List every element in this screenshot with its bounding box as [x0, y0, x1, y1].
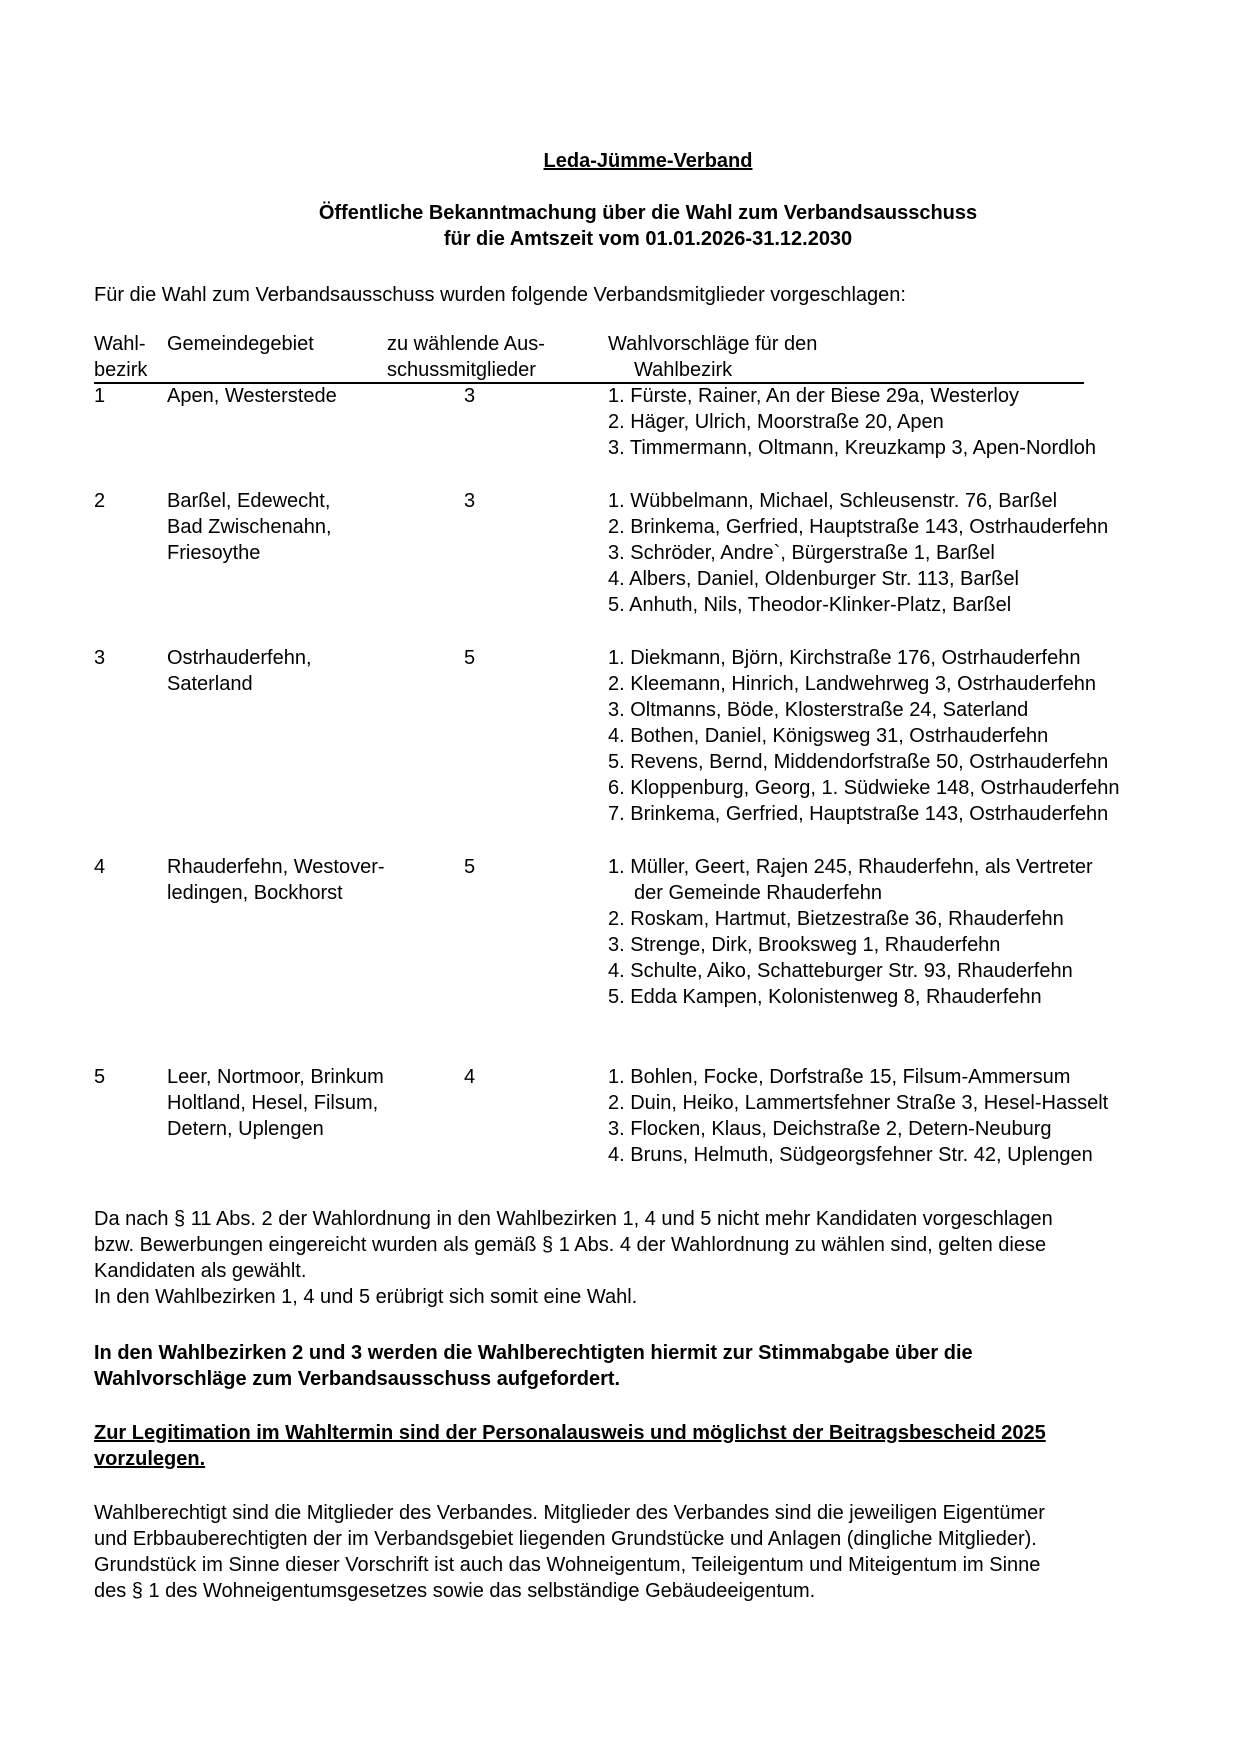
- proposal-item: 6. Kloppenburg, Georg, 1. Südwieke 148, Ostrhauderfehn: [608, 777, 1120, 799]
- seats-cell: 3: [464, 490, 476, 512]
- proposal-item: 1. Diekmann, Björn, Kirchstraße 176, Ostrhauderfehn: [608, 647, 1081, 669]
- proposal-item: 4. Bruns, Helmuth, Südgeorgsfehner Str. 42, Uplengen: [608, 1144, 1093, 1166]
- proposals-cell: [608, 383, 1096, 461]
- candidates-table: [94, 331, 1120, 1166]
- header-district: Wahl- bezirk: [94, 333, 148, 381]
- proposal-item: 4. Schulte, Aiko, Schatteburger Str. 93, Rhauderfehn: [608, 960, 1073, 982]
- intro-text: Für die Wahl zum Verbandsausschuss wurden folgende Verbandsmitglieder vorgeschlagen:: [94, 284, 906, 306]
- proposal-item: 3. Timmermann, Oltmann, Kreuzkamp 3, Apen-Nordloh: [608, 437, 1096, 459]
- proposal-item: 5. Anhuth, Nils, Theodor-Klinker-Platz, Barßel: [608, 594, 1012, 616]
- proposals-cell: [608, 645, 1119, 827]
- proposal-item: 1. Bohlen, Focke, Dorfstraße 15, Filsum-Ammersum: [608, 1066, 1071, 1088]
- proposal-item: 4. Bothen, Daniel, Königsweg 31, Ostrhauderfehn: [608, 725, 1049, 747]
- proposals-cell: [608, 854, 1093, 1010]
- header-area: Gemeindegebiet: [167, 333, 314, 355]
- proposals-cell: [608, 1064, 1108, 1168]
- proposals-cell: [608, 488, 1108, 618]
- seats-cell: 3: [464, 385, 476, 407]
- identification-notice: Zur Legitimation im Wahltermin sind der Personalausweis und möglichst der Beitragsbescheid 2025 vorzulegen.: [94, 1422, 1046, 1470]
- eligibility-paragraph: Wahlberechtigt sind die Mitglieder des Verbandes. Mitglieder des Verbandes sind die jeweiligen Eigentümer und Erbbauberechtigten der im Verbandsgebiet liegenden Grundstücke und Anlagen (dingliche Mitglieder). Grundstück im Sinne dieser Vorschrift ist auch das Wohneigentum, Teileigentum und Miteigentum im Sinne des § 1 des Wohneigentumsgesetzes sowie das selbständige Gebäudeeigentum.: [94, 1502, 1045, 1602]
- district-number: 3: [94, 647, 106, 669]
- district-number: 5: [94, 1066, 106, 1088]
- seats-cell: 5: [464, 856, 476, 878]
- title-line-2: für die Amtszeit vom 01.01.2026-31.12.2030: [443, 228, 853, 250]
- district-number: 4: [94, 856, 106, 878]
- area-cell: Leer, Nortmoor, Brinkum Holtland, Hesel, Filsum, Detern, Uplengen: [167, 1066, 384, 1140]
- proposal-item: 3. Flocken, Klaus, Deichstraße 2, Detern-Neuburg: [608, 1118, 1052, 1140]
- proposal-item: 1. Fürste, Rainer, An der Biese 29a, Westerloy: [608, 385, 1019, 407]
- proposal-item: 1. Wübbelmann, Michael, Schleusenstr. 76, Barßel: [608, 490, 1058, 512]
- proposal-item: 2. Häger, Ulrich, Moorstraße 20, Apen: [608, 411, 944, 433]
- seats-cell: 4: [464, 1066, 476, 1088]
- header-seats: zu wählende Aus- schussmitglieder: [387, 333, 545, 381]
- proposal-item: 5. Revens, Bernd, Middendorfstraße 50, Ostrhauderfehn: [608, 751, 1109, 773]
- proposal-item: 5. Edda Kampen, Kolonistenweg 8, Rhauderfehn: [608, 986, 1042, 1008]
- proposal-item: 2. Kleemann, Hinrich, Landwehrweg 3, Ostrhauderfehn: [608, 673, 1097, 695]
- title-line-1: Öffentliche Bekanntmachung über die Wahl zum Verbandsausschuss: [318, 202, 978, 224]
- call-to-vote-paragraph: In den Wahlbezirken 2 und 3 werden die Wahlberechtigten hiermit zur Stimmabgabe über die Wahlvorschläge zum Verbandsausschuss aufgefordert.: [94, 1342, 973, 1390]
- header-proposals: Wahlvorschläge für den Wahlbezirk: [608, 333, 818, 381]
- no-election-note: In den Wahlbezirken 1, 4 und 5 erübrigt sich somit eine Wahl.: [94, 1286, 638, 1308]
- proposal-item-continuation: der Gemeinde Rhauderfehn: [634, 882, 882, 904]
- proposal-item: 3. Strenge, Dirk, Brooksweg 1, Rhauderfehn: [608, 934, 1001, 956]
- area-cell: Apen, Westerstede: [167, 385, 337, 407]
- proposal-item: 2. Roskam, Hartmut, Bietzestraße 36, Rhauderfehn: [608, 908, 1064, 930]
- table-header: [94, 331, 1084, 383]
- proposal-item: 7. Brinkema, Gerfried, Hauptstraße 143, Ostrhauderfehn: [608, 803, 1109, 825]
- proposal-item: 3. Oltmanns, Böde, Klosterstraße 24, Saterland: [608, 699, 1029, 721]
- document-title: [0, 200, 1240, 252]
- proposal-item: 4. Albers, Daniel, Oldenburger Str. 113, Barßel: [608, 568, 1019, 590]
- proposal-item: 3. Schröder, Andre`, Bürgerstraße 1, Barßel: [608, 542, 995, 564]
- proposal-item: 2. Duin, Heiko, Lammertsfehner Straße 3, Hesel-Hasselt: [608, 1092, 1109, 1114]
- district-number: 2: [94, 490, 106, 512]
- elected-paragraph: Da nach § 11 Abs. 2 der Wahlordnung in den Wahlbezirken 1, 4 und 5 nicht mehr Kandidaten vorgeschlagen bzw. Bewerbungen eingereicht wurden als gemäß § 1 Abs. 4 der Wahlordnung zu wählen sind, gelten diese Kandidaten als gewählt. In den Wahlbezirken 1, 4 und 5 erübrigt sich somit eine Wahl.: [94, 1206, 1214, 1310]
- area-cell: Ostrhauderfehn, Saterland: [167, 647, 312, 695]
- seats-cell: 5: [464, 647, 476, 669]
- organization-name: Leda-Jümme-Verband: [543, 150, 753, 172]
- district-number: 1: [94, 385, 106, 407]
- area-cell: Rhauderfehn, Westover- ledingen, Bockhorst: [167, 856, 385, 904]
- proposal-item: 2. Brinkema, Gerfried, Hauptstraße 143, Ostrhauderfehn: [608, 516, 1109, 538]
- proposal-item: 1. Müller, Geert, Rajen 245, Rhauderfehn, als Vertreter: [608, 856, 1093, 878]
- area-cell: Barßel, Edewecht, Bad Zwischenahn, Friesoythe: [167, 490, 332, 564]
